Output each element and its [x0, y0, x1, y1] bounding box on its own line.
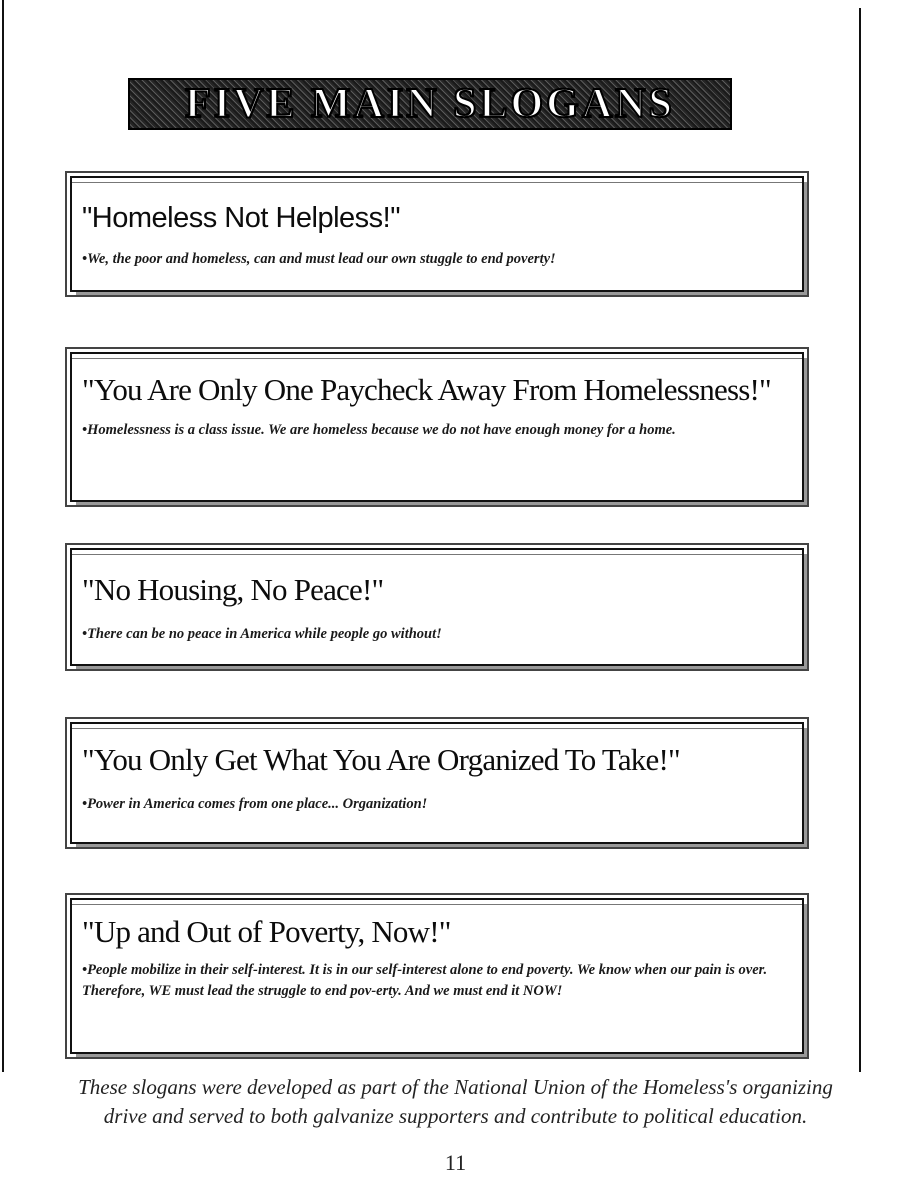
slogan-description: •We, the poor and homeless, can and must lead our own stuggle to end poverty! — [82, 251, 556, 268]
slogan-description: •Homelessness is a class issue. We are homeless because we do not have enough money for a home. — [82, 421, 676, 438]
title-banner — [128, 78, 732, 130]
slogan-headline: "Up and Out of Poverty, Now!" — [82, 914, 451, 949]
slogan-description: •There can be no peace in America while people go without! — [82, 625, 442, 642]
caption — [0, 1073, 911, 1132]
slogan-description: •Power in America comes from one place... Organization! — [82, 795, 428, 812]
slogan-headline: "You Are Only One Paycheck Away From Homelessness!" — [82, 372, 771, 407]
slogan-box-2 — [70, 352, 804, 502]
slogan-box-5 — [70, 898, 804, 1054]
slogan-box-1 — [70, 176, 804, 292]
caption-line-2: drive and served to both galvanize supporters and contribute to political education. — [103, 1104, 808, 1129]
slogan-box-4 — [70, 722, 804, 844]
left-margin-rule — [2, 0, 4, 1072]
slogan-description: •People mobilize in their self-interest. It is in our self-interest alone to end poverty. We know when our pain is over. Therefore, WE must lead the struggle to end pov-erty. And we must end it NOW! — [82, 961, 768, 999]
page-title: FIVE MAIN SLOGANS — [185, 81, 675, 127]
page-number: 11 — [444, 1150, 467, 1175]
slogan-headline: "Homeless Not Helpless!" — [82, 202, 401, 234]
slogan-headline: "No Housing, No Peace!" — [82, 572, 384, 607]
slogan-headline: "You Only Get What You Are Organized To Take!" — [82, 742, 680, 777]
right-margin-rule — [859, 8, 861, 1072]
caption-line-1: These slogans were developed as part of the National Union of the Homeless's organizing — [78, 1075, 833, 1099]
slogan-box-3 — [70, 548, 804, 666]
